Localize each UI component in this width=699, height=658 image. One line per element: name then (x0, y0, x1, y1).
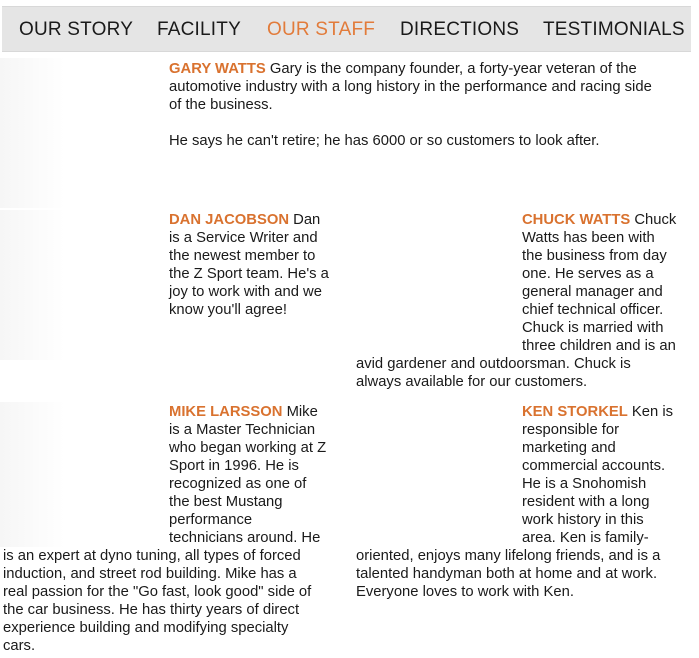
staff-name: MIKE LARSSON (169, 404, 283, 420)
staff-bio-ken: KEN STORKEL Ken is responsible for marketing and commercial accounts. He is a Snohomish resident with a long work history in this area. Ken is family- oriented, enjoys many lifelong friends, and is a talented handyman both at home and at work. Everyone loves to work with Ken. (356, 404, 674, 600)
staff-photo-dan (0, 210, 162, 360)
staff-bio-gary-extra: He says he can't retire; he has 6000 or so customers to look after. (169, 133, 600, 149)
nav-testimonials[interactable]: TESTIMONIALS (543, 19, 685, 40)
staff-bio-gary: GARY WATTS Gary is the company founder, a forty-year veteran of the automotive industry with a long history in the performance and racing side of the business. (169, 61, 652, 113)
nav-directions[interactable]: DIRECTIONS (400, 19, 520, 40)
nav-our-story[interactable]: OUR STORY (19, 19, 134, 40)
staff-bio-dan: DAN JACOBSON Dan is a Service Writer and the newest member to the Z Sport team. He's a joy to work with and we know you'll agree! (169, 212, 329, 318)
staff-bio-mike: MIKE LARSSON Mike is a Master Technician who began working at Z Sport in 1996. He is recognized as one of the best Mustang performance technicians around. He is an expert at dyno tuning, all types of forced induction, and street rod building. Mike has a real passion for the "Go fast, look good" side of the car business. He has thirty years of direct experience building and modifying specialty cars. (3, 404, 327, 654)
staff-photo-gary (0, 58, 162, 208)
staff-bio-chuck: CHUCK WATTS Chuck Watts has been with the business from day one. He serves as a general manager and chief technical officer. Chuck is married with three children and is an avid gardener and outdoorsman. Chuck is always available for our customers. (356, 212, 677, 390)
staff-name: KEN STORKEL (522, 404, 628, 420)
staff-name: DAN JACOBSON (169, 212, 290, 228)
nav-facility[interactable]: FACILITY (157, 19, 241, 40)
nav-our-staff[interactable]: OUR STAFF (267, 19, 376, 40)
main-nav (2, 6, 691, 52)
staff-name: GARY WATTS (169, 61, 266, 77)
staff-name: CHUCK WATTS (522, 212, 631, 228)
